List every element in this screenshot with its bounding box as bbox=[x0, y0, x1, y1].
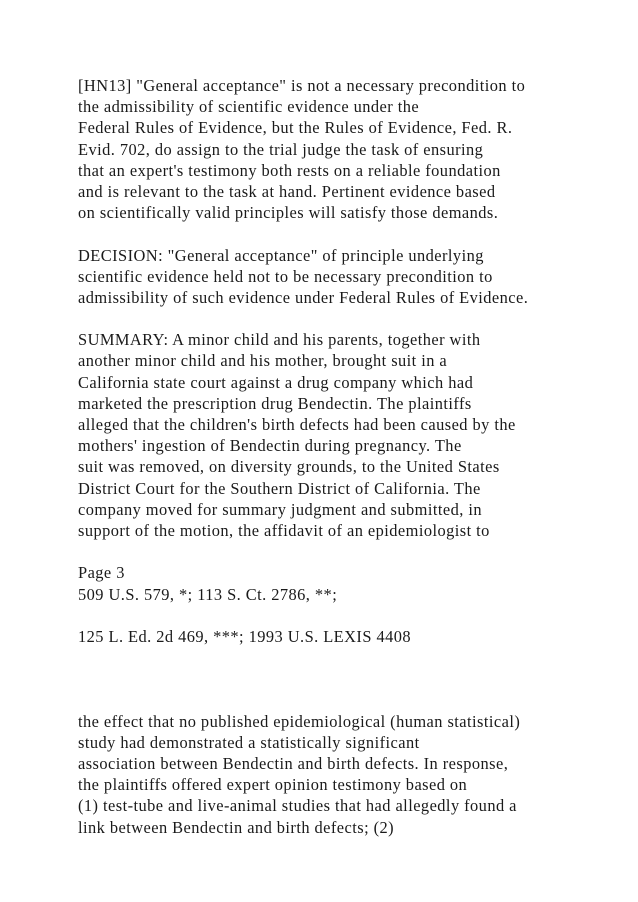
text-line: alleged that the children's birth defects had been caused by the bbox=[78, 415, 516, 434]
text-line: the plaintiffs offered expert opinion testimony based on bbox=[78, 775, 468, 795]
citation-line: 125 L. Ed. 2d 469, ***; 1993 U.S. LEXIS 4408 bbox=[78, 626, 412, 646]
text-line: (1) test-tube and live-animal studies that had allegedly found a bbox=[78, 796, 517, 816]
text-line: the effect that no published epidemiological (human statistical) bbox=[78, 711, 521, 731]
text-line: suit was removed, on diversity grounds, to the United States bbox=[78, 457, 500, 477]
text-line: on scientifically valid principles will satisfy those demands. bbox=[78, 203, 499, 223]
decision-paragraph bbox=[78, 245, 618, 309]
hn13-paragraph bbox=[78, 75, 618, 223]
page-number: Page 3 bbox=[78, 563, 125, 583]
summary-paragraph bbox=[78, 329, 618, 541]
paragraph-spacer bbox=[78, 308, 618, 329]
citation-line: 509 U.S. 579, *; 113 S. Ct. 2786, **; bbox=[78, 584, 338, 604]
text-line: association between Bendectin and birth defects. In response, bbox=[78, 754, 509, 774]
text-line: scientific evidence held not to be necessary precondition to bbox=[78, 266, 493, 286]
text-line: study had demonstrated a statistically significant bbox=[78, 732, 420, 752]
text-line: company moved for summary judgment and submitted, in bbox=[78, 499, 482, 519]
text-line: SUMMARY: A minor child and his parents, together with bbox=[78, 330, 481, 350]
text-line: another minor child and his mother, brought suit in a bbox=[78, 351, 448, 371]
text-line: Federal Rules of Evidence, but the Rules of Evidence, Fed. R. bbox=[78, 118, 513, 138]
text-line: [HN13] "General acceptance" is not a necessary precondition to bbox=[78, 76, 526, 95]
text-line: support of the motion, the affidavit of an epidemiologist to bbox=[78, 520, 490, 540]
document-text bbox=[78, 75, 618, 838]
continuation-paragraph bbox=[78, 711, 618, 838]
text-line: mothers' ingestion of Bendectin during pregnancy. The bbox=[78, 436, 462, 456]
text-line: the admissibility of scientific evidence under the bbox=[78, 97, 420, 117]
text-line: Evid. 702, do assign to the trial judge the task of ensuring bbox=[78, 139, 484, 159]
text-line: link between Bendectin and birth defects; (2) bbox=[78, 817, 395, 837]
text-line: District Court for the Southern District of California. The bbox=[78, 478, 481, 498]
paragraph-spacer bbox=[78, 541, 618, 562]
text-line: marketed the prescription drug Bendectin. The plaintiffs bbox=[78, 393, 472, 413]
text-line: that an expert's testimony both rests on a reliable foundation bbox=[78, 160, 501, 180]
text-line: DECISION: "General acceptance" of principle underlying bbox=[78, 245, 484, 265]
paragraph-spacer bbox=[78, 605, 618, 626]
text-line: California state court against a drug company which had bbox=[78, 372, 474, 392]
paragraph-spacer bbox=[78, 223, 618, 244]
text-line: admissibility of such evidence under Federal Rules of Evidence. bbox=[78, 287, 529, 307]
page-header bbox=[78, 562, 618, 647]
section-spacer bbox=[78, 647, 618, 711]
text-line: and is relevant to the task at hand. Pertinent evidence based bbox=[78, 181, 496, 201]
